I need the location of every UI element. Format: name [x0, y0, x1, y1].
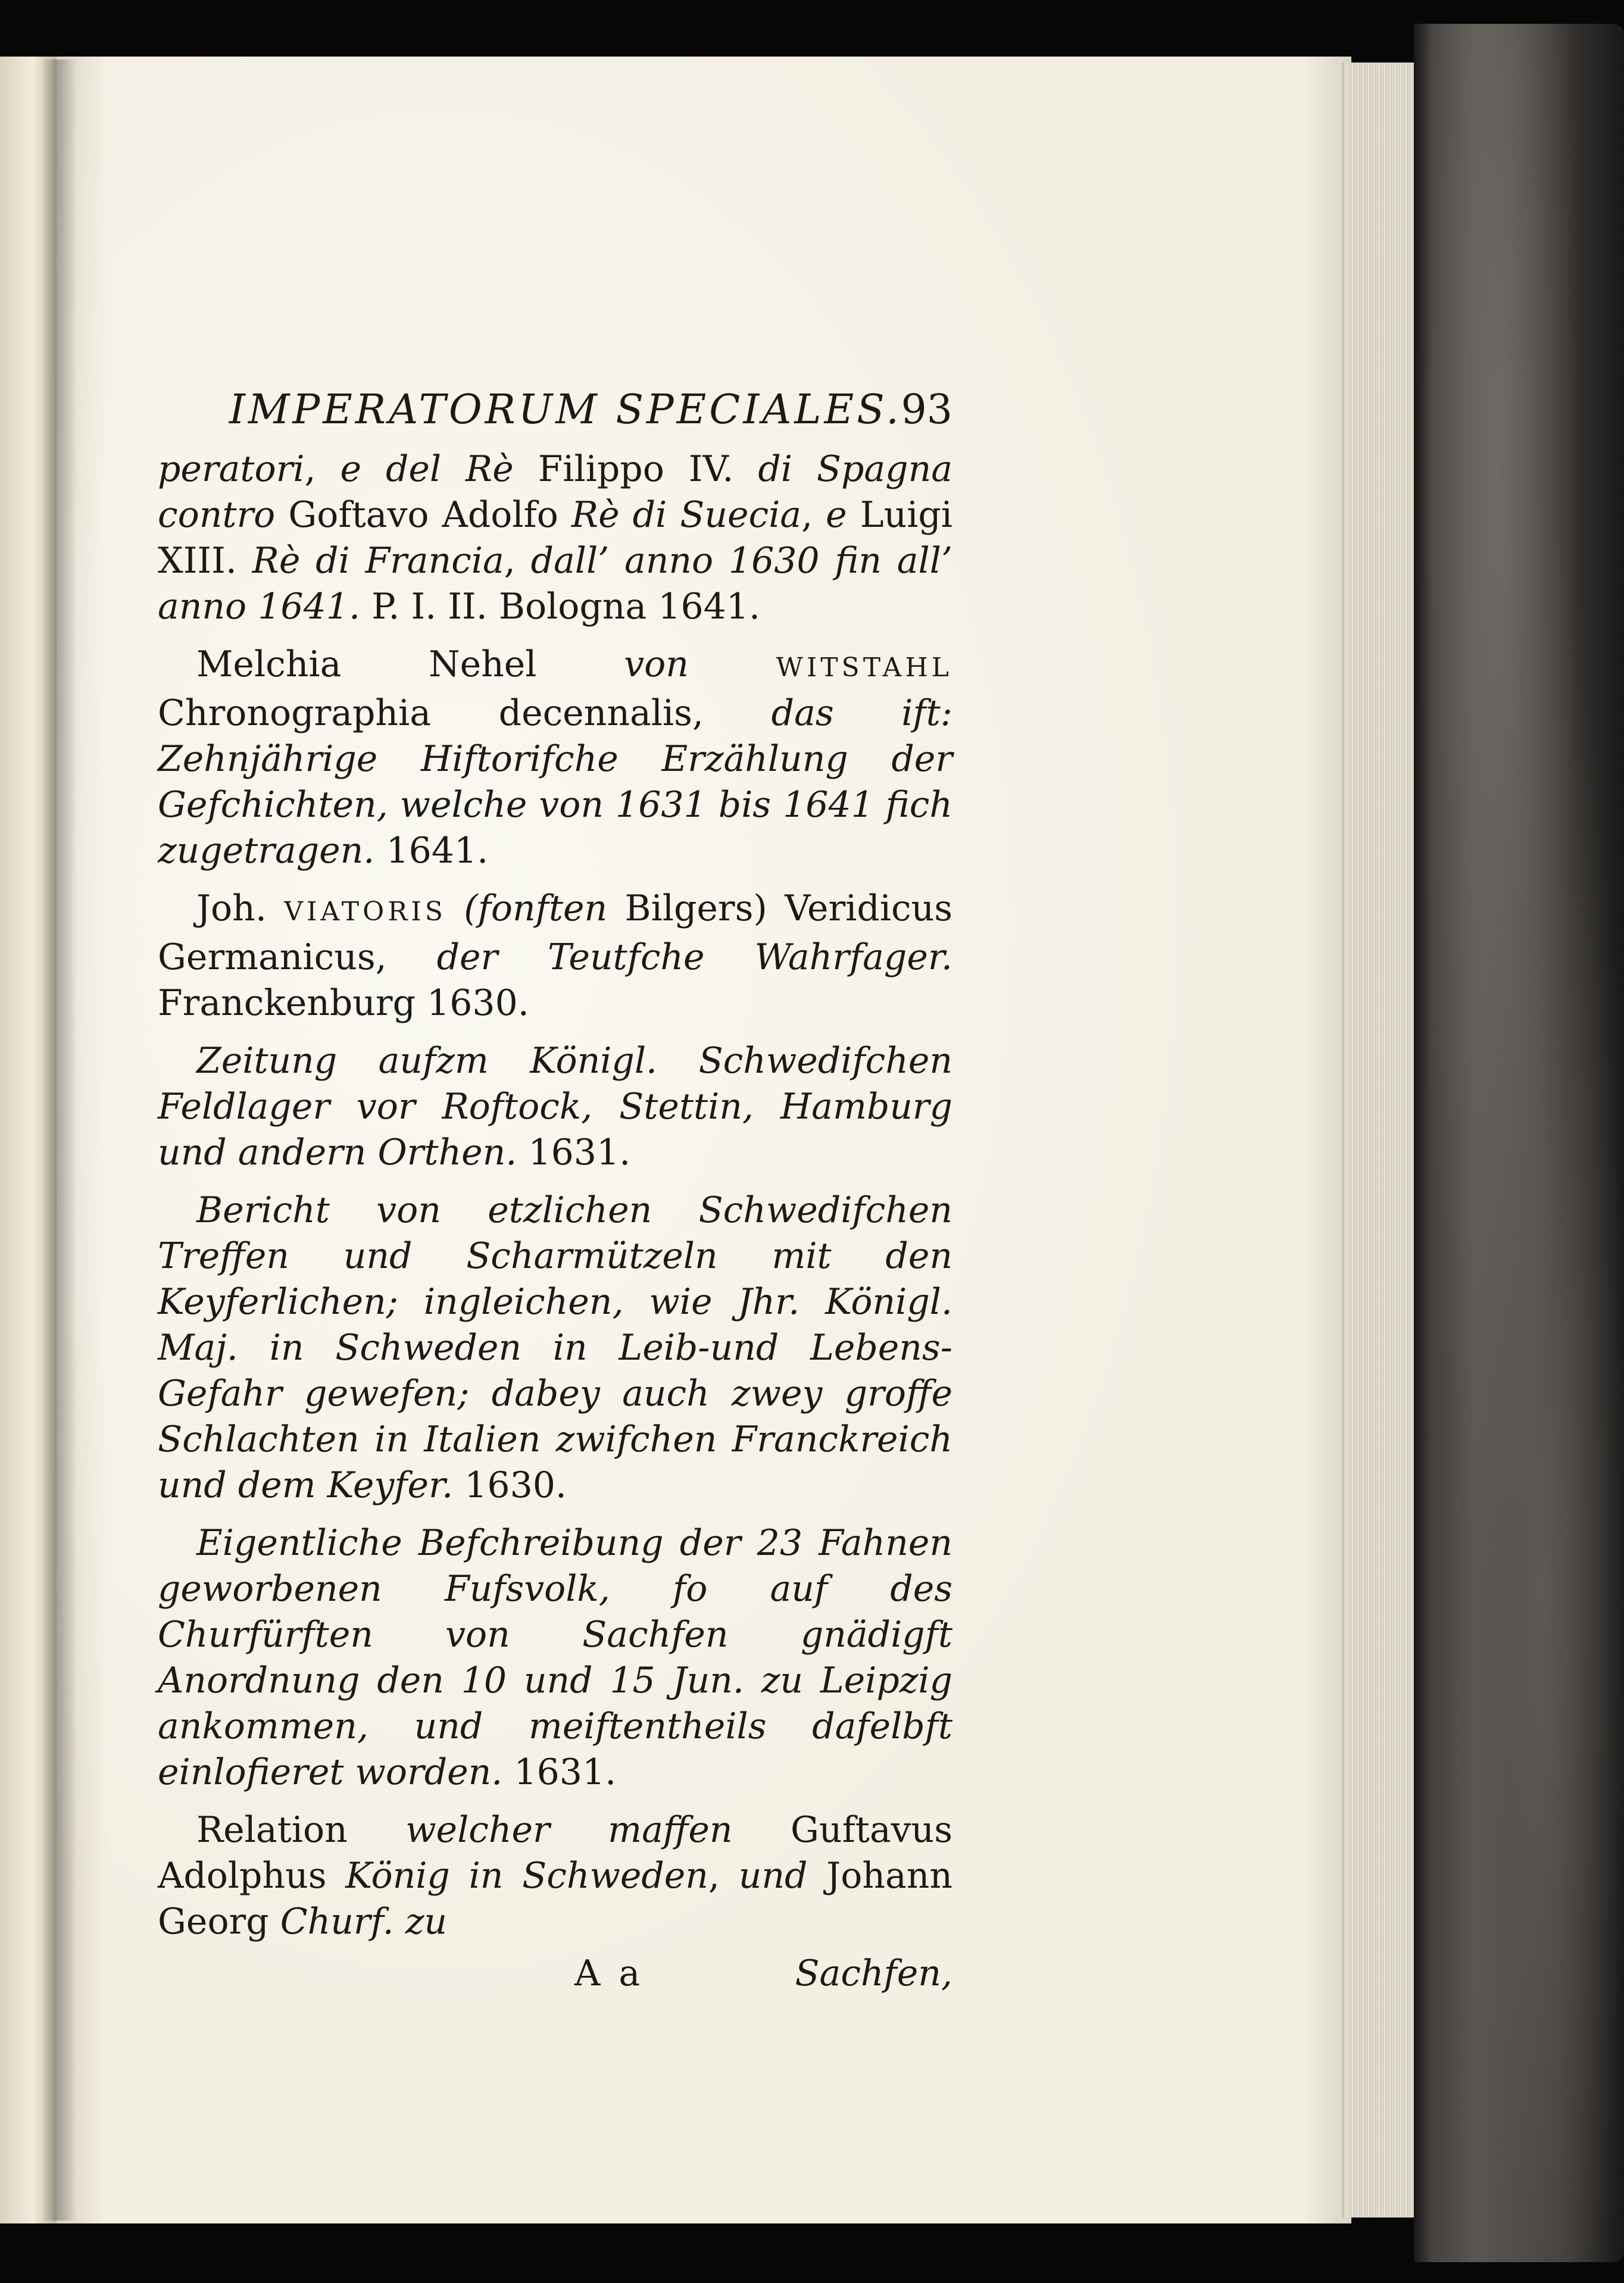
roman-text: ,: [504, 540, 531, 582]
italic-text: Rè di Suecia: [571, 494, 802, 536]
italic-text: (fonften: [464, 888, 625, 929]
italic-text: peratori: [158, 448, 305, 490]
signature-mark: A a: [574, 1953, 644, 1994]
roman-text: Franckenburg 1630.: [158, 982, 529, 1024]
roman-text: [446, 888, 464, 929]
roman-text: 1630.: [453, 1464, 567, 1506]
italic-text: Bericht von etzlichen Schwedifchen Treffen und Scharmützeln mit den Keyferlichen; ingleichen, wie Jhr. Königl. Maj. in Schweden in Leib-und Lebens-Gefahr gewefen; dabey auch zwey groffe Schlachten in Italien zwifchen Franckreich und dem Keyfer.: [158, 1189, 952, 1506]
roman-text: ,: [304, 448, 341, 490]
roman-text: Guftavus Adolphus: [158, 1809, 952, 1897]
italic-text: der Teutfche Wahrfager.: [436, 936, 952, 978]
gutter-shadow: [42, 60, 77, 2220]
roman-text: 1641.: [374, 830, 489, 872]
bibliography-entry: [158, 1188, 952, 1509]
catchword: Sachfen,: [795, 1953, 952, 1994]
roman-text: Bilgers) Veridicus Germanicus,: [158, 888, 952, 978]
roman-text: ,: [708, 1855, 739, 1897]
roman-text: Goftavo Adolfo: [288, 494, 571, 536]
small-caps-text: VIATORIS: [284, 897, 446, 927]
cover-shadow: [1414, 24, 1432, 2262]
italic-text: dall’ anno 1630 fin all’ anno 1641.: [158, 540, 952, 627]
page-footer: [158, 1951, 952, 1998]
roman-text: Luigi XIII.: [158, 494, 952, 582]
roman-text: Melchia Nehel: [196, 644, 624, 685]
italic-text: König in Schweden: [345, 1855, 708, 1897]
italic-text: das ift: Zehnjährige Hiftorifche Erzählung der Gefchichten, welche von 1631 bis 1641 fich zugetragen.: [158, 692, 953, 872]
roman-text: 1631.: [502, 1751, 617, 1793]
roman-text: Filippo IV.: [538, 448, 758, 490]
running-header: [158, 387, 952, 446]
page-edges: [1342, 63, 1418, 2218]
roman-text: ,: [801, 494, 826, 536]
italic-text: e del Rè: [340, 448, 538, 490]
bibliography-entry: [158, 446, 952, 630]
bibliography-entry: [158, 886, 952, 1026]
italic-text: di Spagna contro: [158, 448, 952, 536]
italic-text: welcher maffen: [405, 1809, 791, 1851]
bibliography-entries: [158, 446, 952, 1945]
italic-text: e: [826, 494, 860, 536]
running-title: IMPERATORUM SPECIALES.: [229, 386, 902, 433]
bibliography-entry: [158, 1807, 952, 1945]
bibliography-entry: [158, 1520, 952, 1795]
italic-text: und: [738, 1855, 827, 1897]
italic-text: von: [624, 644, 776, 685]
page-number: 93: [901, 386, 952, 433]
bibliography-entry: [158, 642, 952, 874]
roman-text: Johann Georg: [158, 1855, 953, 1942]
text-block: [158, 387, 952, 1998]
roman-text: Joh.: [196, 888, 285, 929]
roman-text: 1631.: [517, 1132, 631, 1173]
roman-text: P. I. II. Bologna 1641.: [360, 586, 761, 627]
bibliography-entry: [158, 1038, 952, 1176]
italic-text: Rè di Francia: [252, 540, 504, 582]
book-cover: [1414, 24, 1624, 2262]
roman-text: Relation: [196, 1809, 406, 1851]
small-caps-text: WITSTAHL: [776, 652, 952, 683]
italic-text: Churf. zu: [280, 1901, 448, 1942]
italic-text: Zeitung aufzm Königl. Schwedifchen Feldlager vor Roftock, Stettin, Hamburg und andern Orthen.: [158, 1040, 952, 1173]
italic-text: Eigentliche Befchreibung der 23 Fahnen geworbenen Fufsvolk, fo auf des Churfürften von Sachfen gnädigft Anordnung den 10 und 15 Jun. zu Leipzig ankommen, und meiftentheils dafelbft einlofieret worden.: [158, 1522, 952, 1793]
roman-text: Chronographia decennalis,: [158, 692, 772, 734]
